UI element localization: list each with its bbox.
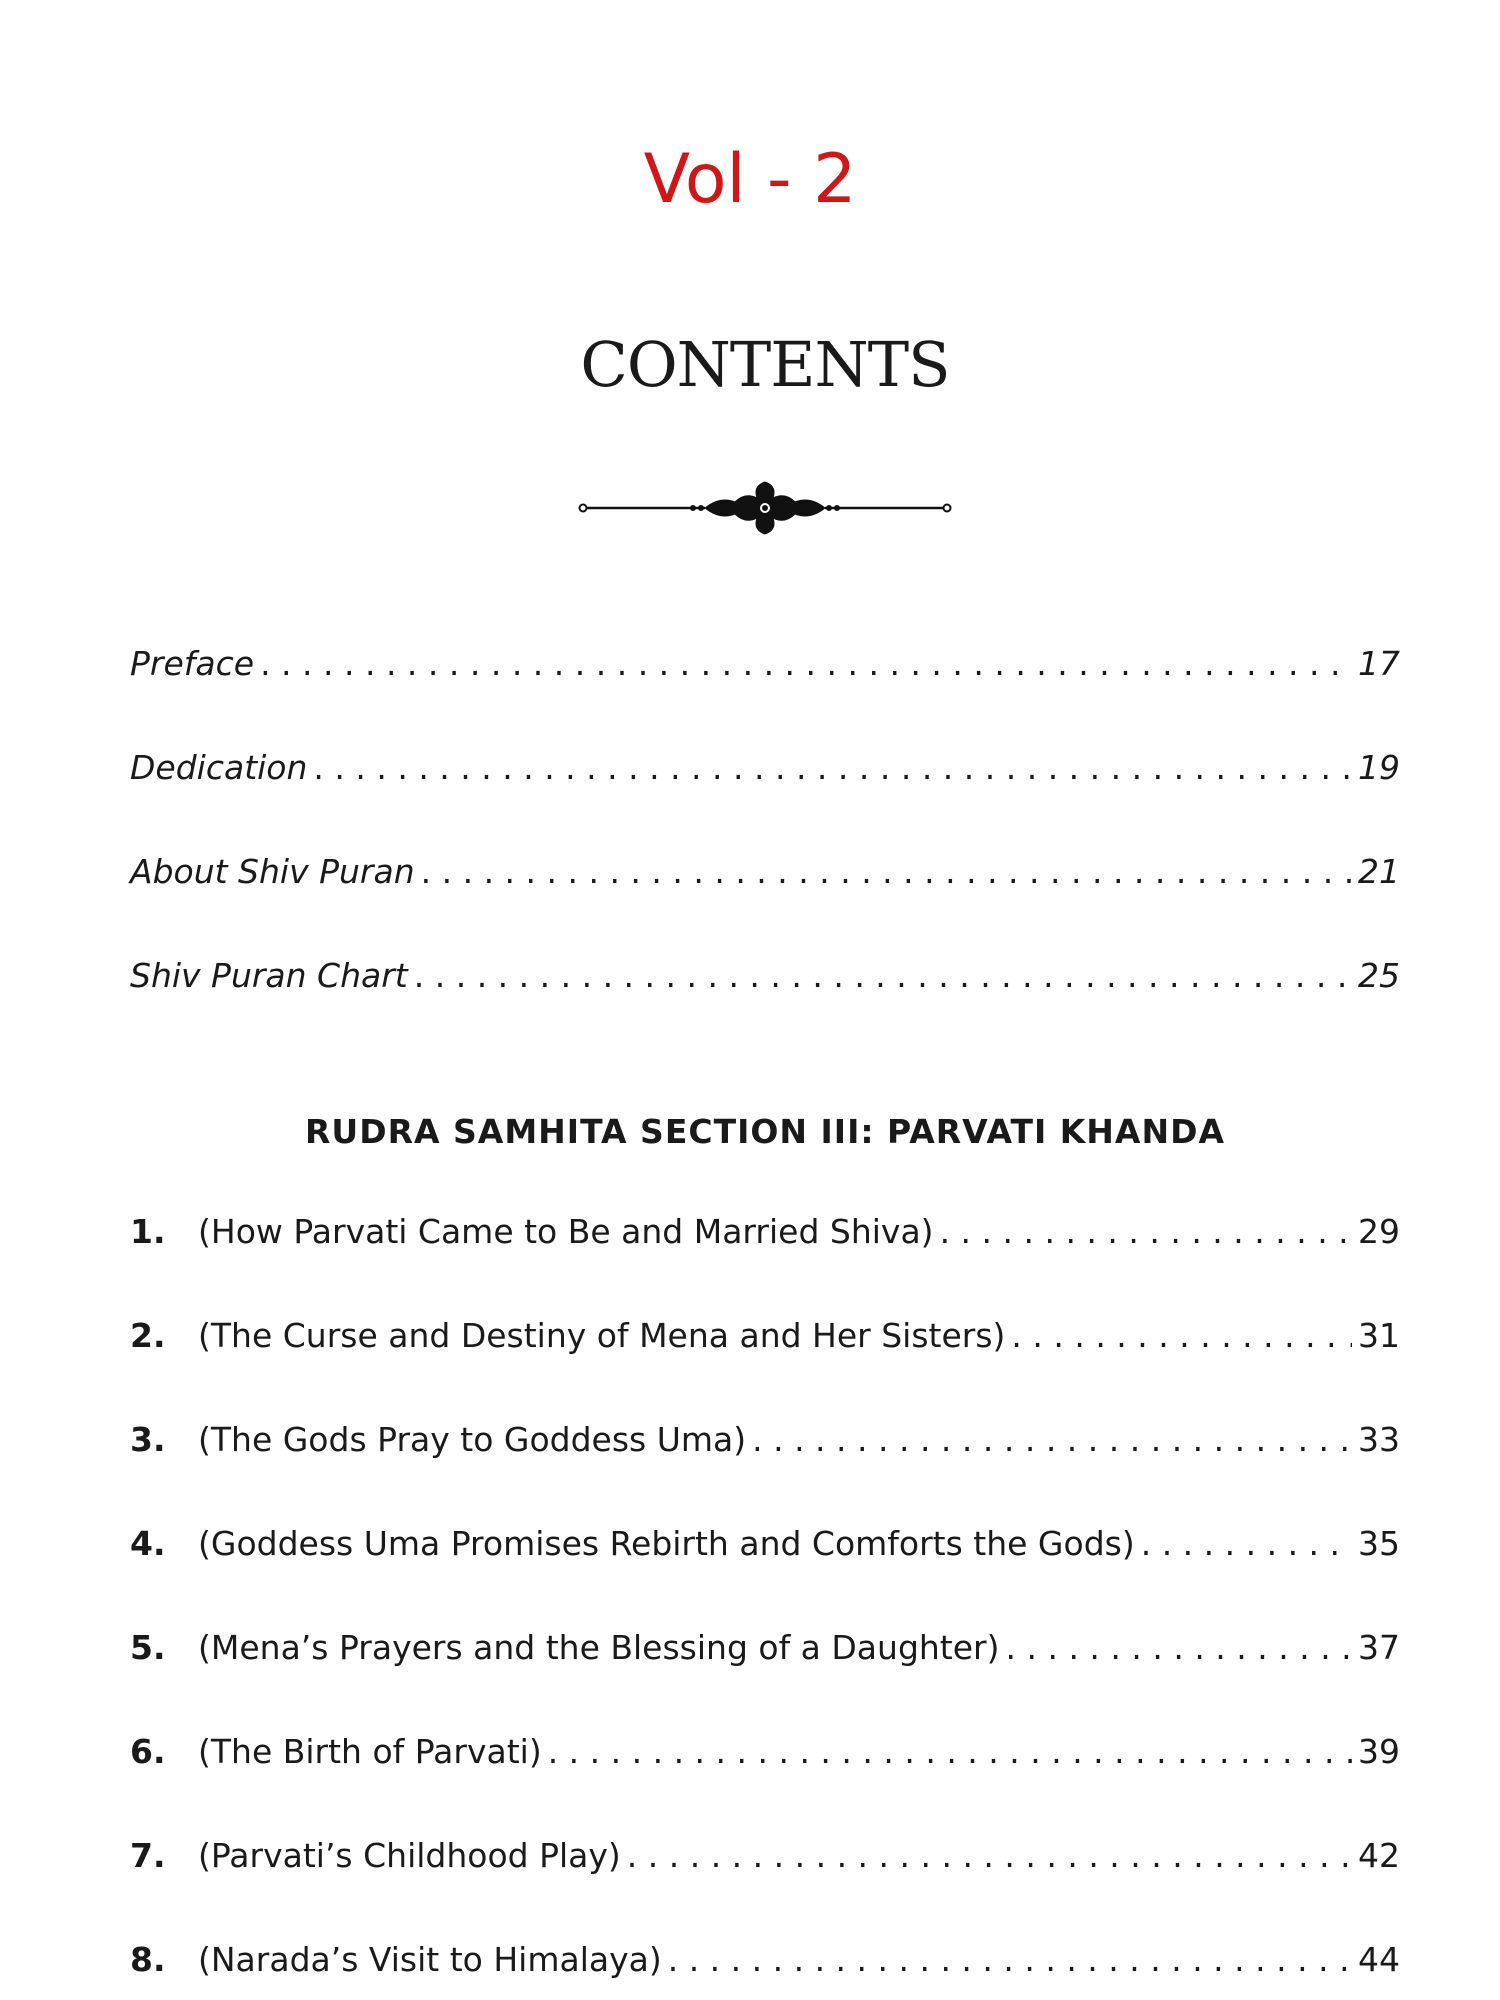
toc-leader-dots: [1011, 1311, 1352, 1361]
toc-leader-dots: [548, 1727, 1352, 1777]
chapter-title: (How Parvati Came to Be and Married Shiva): [198, 1212, 934, 1251]
chapter-title: (Parvati’s Childhood Play): [198, 1836, 621, 1875]
toc-page-number: 42: [1358, 1836, 1400, 1875]
chapter-number: 6.: [130, 1732, 166, 1771]
toc-chapter-5[interactable]: [130, 1623, 1400, 1673]
toc-leader-dots: [1141, 1519, 1352, 1569]
toc-chapter-4[interactable]: [130, 1519, 1400, 1569]
toc-entry-label: Preface: [130, 644, 255, 683]
toc-chapter-2[interactable]: [130, 1311, 1400, 1361]
toc-entry-shiv-puran-chart[interactable]: [130, 951, 1400, 1001]
toc-entry-label: Dedication: [130, 748, 308, 787]
ornamental-divider-icon: [575, 478, 955, 538]
chapter-number: 2.: [130, 1316, 166, 1355]
toc-chapter-1[interactable]: [130, 1207, 1400, 1257]
toc-page-number: 25: [1358, 956, 1400, 995]
toc-leader-dots: [313, 743, 1352, 793]
toc-page-number: 17: [1358, 644, 1400, 683]
toc-leader-dots: [940, 1207, 1352, 1257]
chapter-number: 7.: [130, 1836, 166, 1875]
toc-chapter-7[interactable]: [130, 1831, 1400, 1881]
chapter-title: (Mena’s Prayers and the Blessing of a Daughter): [198, 1628, 1000, 1667]
chapter-number: 1.: [130, 1212, 166, 1251]
toc-page-number: 33: [1358, 1420, 1400, 1459]
toc-entry-preface[interactable]: [130, 639, 1400, 689]
toc-chapter-6[interactable]: [130, 1727, 1400, 1777]
toc-page-number: 44: [1358, 1940, 1400, 1979]
toc-page-number: 37: [1358, 1628, 1400, 1667]
chapter-number: 5.: [130, 1628, 166, 1667]
toc-entry-label: About Shiv Puran: [130, 852, 415, 891]
chapter-number: 4.: [130, 1524, 166, 1563]
toc-page-number: 29: [1358, 1212, 1400, 1251]
toc-leader-dots: [260, 639, 1352, 689]
chapter-title: (Narada’s Visit to Himalaya): [198, 1940, 662, 1979]
chapter-title: (The Gods Pray to Goddess Uma): [198, 1420, 747, 1459]
toc-leader-dots: [414, 951, 1352, 1001]
chapter-number: 8.: [130, 1940, 166, 1979]
toc-page-number: 39: [1358, 1732, 1400, 1771]
contents-heading: CONTENTS: [580, 328, 950, 401]
toc-leader-dots: [1006, 1623, 1353, 1673]
toc-leader-dots: [627, 1831, 1352, 1881]
toc-page-number: 31: [1358, 1316, 1400, 1355]
toc-chapter-3[interactable]: [130, 1415, 1400, 1465]
toc-chapter-8[interactable]: [130, 1935, 1400, 1985]
volume-title: Vol - 2: [643, 140, 857, 219]
chapter-number: 3.: [130, 1420, 166, 1459]
section-heading: RUDRA SAMHITA SECTION III: PARVATI KHANDA: [305, 1112, 1225, 1151]
toc-entry-about-shiv-puran[interactable]: [130, 847, 1400, 897]
toc-leader-dots: [668, 1935, 1352, 1985]
toc-leader-dots: [752, 1415, 1352, 1465]
chapter-title: (The Birth of Parvati): [198, 1732, 542, 1771]
toc-leader-dots: [421, 847, 1352, 897]
toc-entry-label: Shiv Puran Chart: [130, 956, 408, 995]
toc-page-number: 19: [1358, 748, 1400, 787]
chapter-title: (Goddess Uma Promises Rebirth and Comforts the Gods): [198, 1524, 1135, 1563]
toc-entry-dedication[interactable]: [130, 743, 1400, 793]
toc-page-number: 21: [1358, 852, 1400, 891]
chapter-title: (The Curse and Destiny of Mena and Her Sisters): [198, 1316, 1006, 1355]
toc-page-number: 35: [1358, 1524, 1400, 1563]
